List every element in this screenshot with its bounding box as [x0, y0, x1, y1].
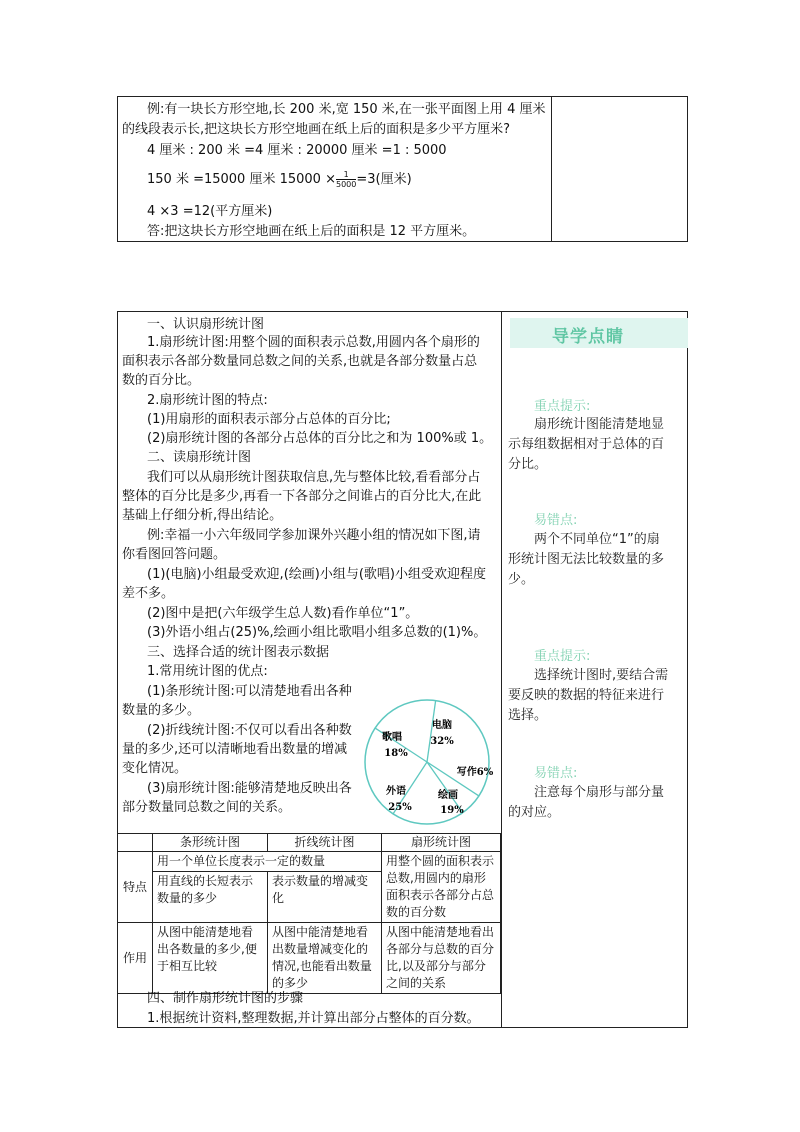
lesson-line-21: 数量的多少。: [122, 703, 201, 718]
lesson-line-6: (1)用扇形的面积表示部分占总体的百分比;: [147, 412, 391, 427]
lesson-line-9: 我们可以从扇形统计图获取信息,先与整体比较,看看部分占: [147, 470, 481, 485]
guide-banner: [510, 318, 688, 348]
pie-chart: [360, 698, 500, 828]
note-2-label: 易错点:: [534, 513, 578, 528]
line-use-cell: 从图中能清楚地看出数量增减变化的情况,也能看出数量的多少: [268, 923, 382, 994]
lesson-line-14: (1)(电脑)小组最受欢迎,(绘画)小组与(歌唱)小组受欢迎程度: [147, 567, 486, 582]
pie-label-4: 外语: [386, 786, 406, 797]
guide-banner-title: 导学点睛: [552, 327, 624, 347]
example-answer: 答:把这块长方形空地画在纸上后的面积是 12 平方厘米。: [147, 224, 476, 239]
steps-title: 四、制作扇形统计图的步骤: [147, 991, 304, 1006]
lesson-line-19: 1.常用统计图的优点:: [147, 664, 268, 679]
table-header-pie: 扇形统计图: [382, 834, 501, 852]
note-4-text-2: 的对应。: [508, 805, 561, 820]
note-1-label: 重点提示:: [534, 399, 591, 414]
lesson-line-20: (1)条形统计图:可以清楚地看出各种: [147, 684, 352, 699]
bar-use-cell: 从图中能清楚地看出各数量的多少,便于相互比较: [153, 923, 268, 994]
lesson-line-3: 面积表示各部分数量同总数之间的关系,也就是各部分数量占总: [122, 354, 478, 369]
lesson-line-1: 一、认识扇形统计图: [147, 317, 265, 332]
pie-label-2: 写作6%: [456, 767, 494, 778]
example-line-5: 4 ×3 =12(平方厘米): [147, 204, 273, 219]
lesson-line-18: 三、选择合适的统计图表示数据: [147, 645, 330, 660]
example-line-2: 的线段表示长,把这块长方形空地画在纸上后的面积是多少平方厘米?: [122, 122, 511, 137]
note-3-text-3: 选择。: [508, 708, 548, 723]
note-1-text-2: 示每组数据相对于总体的百: [508, 437, 665, 452]
fraction-denominator: 5000: [335, 180, 357, 189]
example-line-4: [147, 170, 412, 189]
lesson-line-11: 基础上仔细分析,得出结论。: [122, 508, 283, 523]
pie-value-3: 19%: [440, 805, 464, 816]
lesson-line-10: 整体的百分比是多少,再看一下各部分之间谁占的百分比大,在此: [122, 489, 482, 504]
note-3-text-2: 要反映的数据的特征来进行: [508, 688, 665, 703]
lesson-line-8: 二、读扇形统计图: [147, 450, 252, 465]
example-line-1: 例:有一块长方形空地,长 200 米,宽 150 米,在一张平面图上用 4 厘米: [147, 102, 546, 117]
pie-feature-cell: 用整个圆的面积表示总数,用圆内的扇形面积表示各部分占总数的百分数: [382, 852, 501, 923]
example-divider: [551, 96, 552, 242]
pie-label-3: 绘画: [438, 790, 458, 801]
lesson-line-25: (3)扇形统计图:能够清楚地反映出各: [147, 781, 352, 796]
note-1-text-1: 扇形统计图能清楚地显: [534, 417, 665, 432]
lesson-line-23: 量的多少,还可以清晰地看出数量的增减: [122, 742, 348, 757]
bar-feature-cell: 用直线的长短表示数量的多少: [153, 872, 268, 923]
lesson-line-16: (2)图中是把(六年级学生总人数)看作单位“1”。: [147, 606, 419, 621]
lesson-line-24: 变化情况。: [122, 761, 188, 776]
lesson-line-12: 例:幸福一小六年级同学参加课外兴趣小组的情况如下图,请: [147, 528, 481, 543]
note-3-text-1: 选择统计图时,要结合需: [534, 668, 669, 683]
pie-value-4: 25%: [388, 802, 412, 813]
lesson-divider: [501, 311, 502, 1028]
table-header-bar: 条形统计图: [153, 834, 268, 852]
note-4-text-1: 注意每个扇形与部分量: [534, 785, 665, 800]
lesson-line-13: 你看图回答问题。: [122, 547, 227, 562]
pie-label-1: 电脑: [432, 720, 452, 731]
lesson-line-5: 2.扇形统计图的特点:: [147, 393, 268, 408]
note-2-text-2: 形统计图无法比较数量的多: [508, 552, 665, 567]
features-label: 特点: [118, 852, 153, 923]
pie-value-5: 18%: [384, 748, 408, 759]
pie-value-1: 32%: [430, 736, 454, 747]
lesson-line-22: (2)折线统计图:不仅可以看出各种数: [147, 723, 352, 738]
note-1-text-3: 分比。: [508, 457, 548, 472]
note-3-label: 重点提示:: [534, 649, 591, 664]
example-line-3: 4 厘米 : 200 米 =4 厘米 : 20000 厘米 =1 : 5000: [147, 143, 447, 158]
lesson-line-26: 部分数量同总数之间的关系。: [122, 800, 292, 815]
example-line-4b: =3(厘米): [356, 172, 412, 187]
chart-comparison-table: [117, 833, 501, 994]
table-header-row: [118, 834, 501, 852]
pie-label-5: 歌唱: [382, 732, 402, 743]
use-label: 作用: [118, 923, 153, 994]
table-header-line: 折线统计图: [268, 834, 382, 852]
fraction-numerator: 1: [336, 170, 356, 180]
note-2-text-1: 两个不同单位“1”的扇: [534, 532, 660, 547]
pie-use-cell: 从图中能清楚地看出各部分与总数的百分比,以及部分与部分之间的关系: [382, 923, 501, 994]
lesson-line-2: 1.扇形统计图:用整个圆的面积表示总数,用圆内各个扇形的: [147, 335, 480, 350]
table-row-use: [118, 923, 501, 994]
note-4-label: 易错点:: [534, 766, 578, 781]
note-2-text-3: 少。: [508, 572, 535, 587]
shared-feature-cell: 用一个单位长度表示一定的数量: [153, 852, 382, 872]
lesson-line-7: (2)扇形统计图的各部分占总体的百分比之和为 100%或 1。: [147, 431, 493, 446]
lesson-line-17: (3)外语小组占(25)%,绘画小组比歌唱小组多总数的(1)%。: [147, 625, 487, 640]
table-header-empty: [118, 834, 153, 852]
table-row-features-shared: [118, 852, 501, 872]
fraction: [336, 170, 356, 189]
steps-1: 1.根据统计资料,整理数据,并计算出部分占整体的百分数。: [147, 1011, 480, 1026]
example-line-4a: 150 米 =15000 厘米 15000 ×: [147, 172, 336, 187]
lesson-line-15: 差不多。: [122, 586, 175, 601]
lesson-line-4: 数的百分比。: [122, 373, 201, 388]
line-feature-cell: 表示数量的增减变化: [268, 872, 382, 923]
